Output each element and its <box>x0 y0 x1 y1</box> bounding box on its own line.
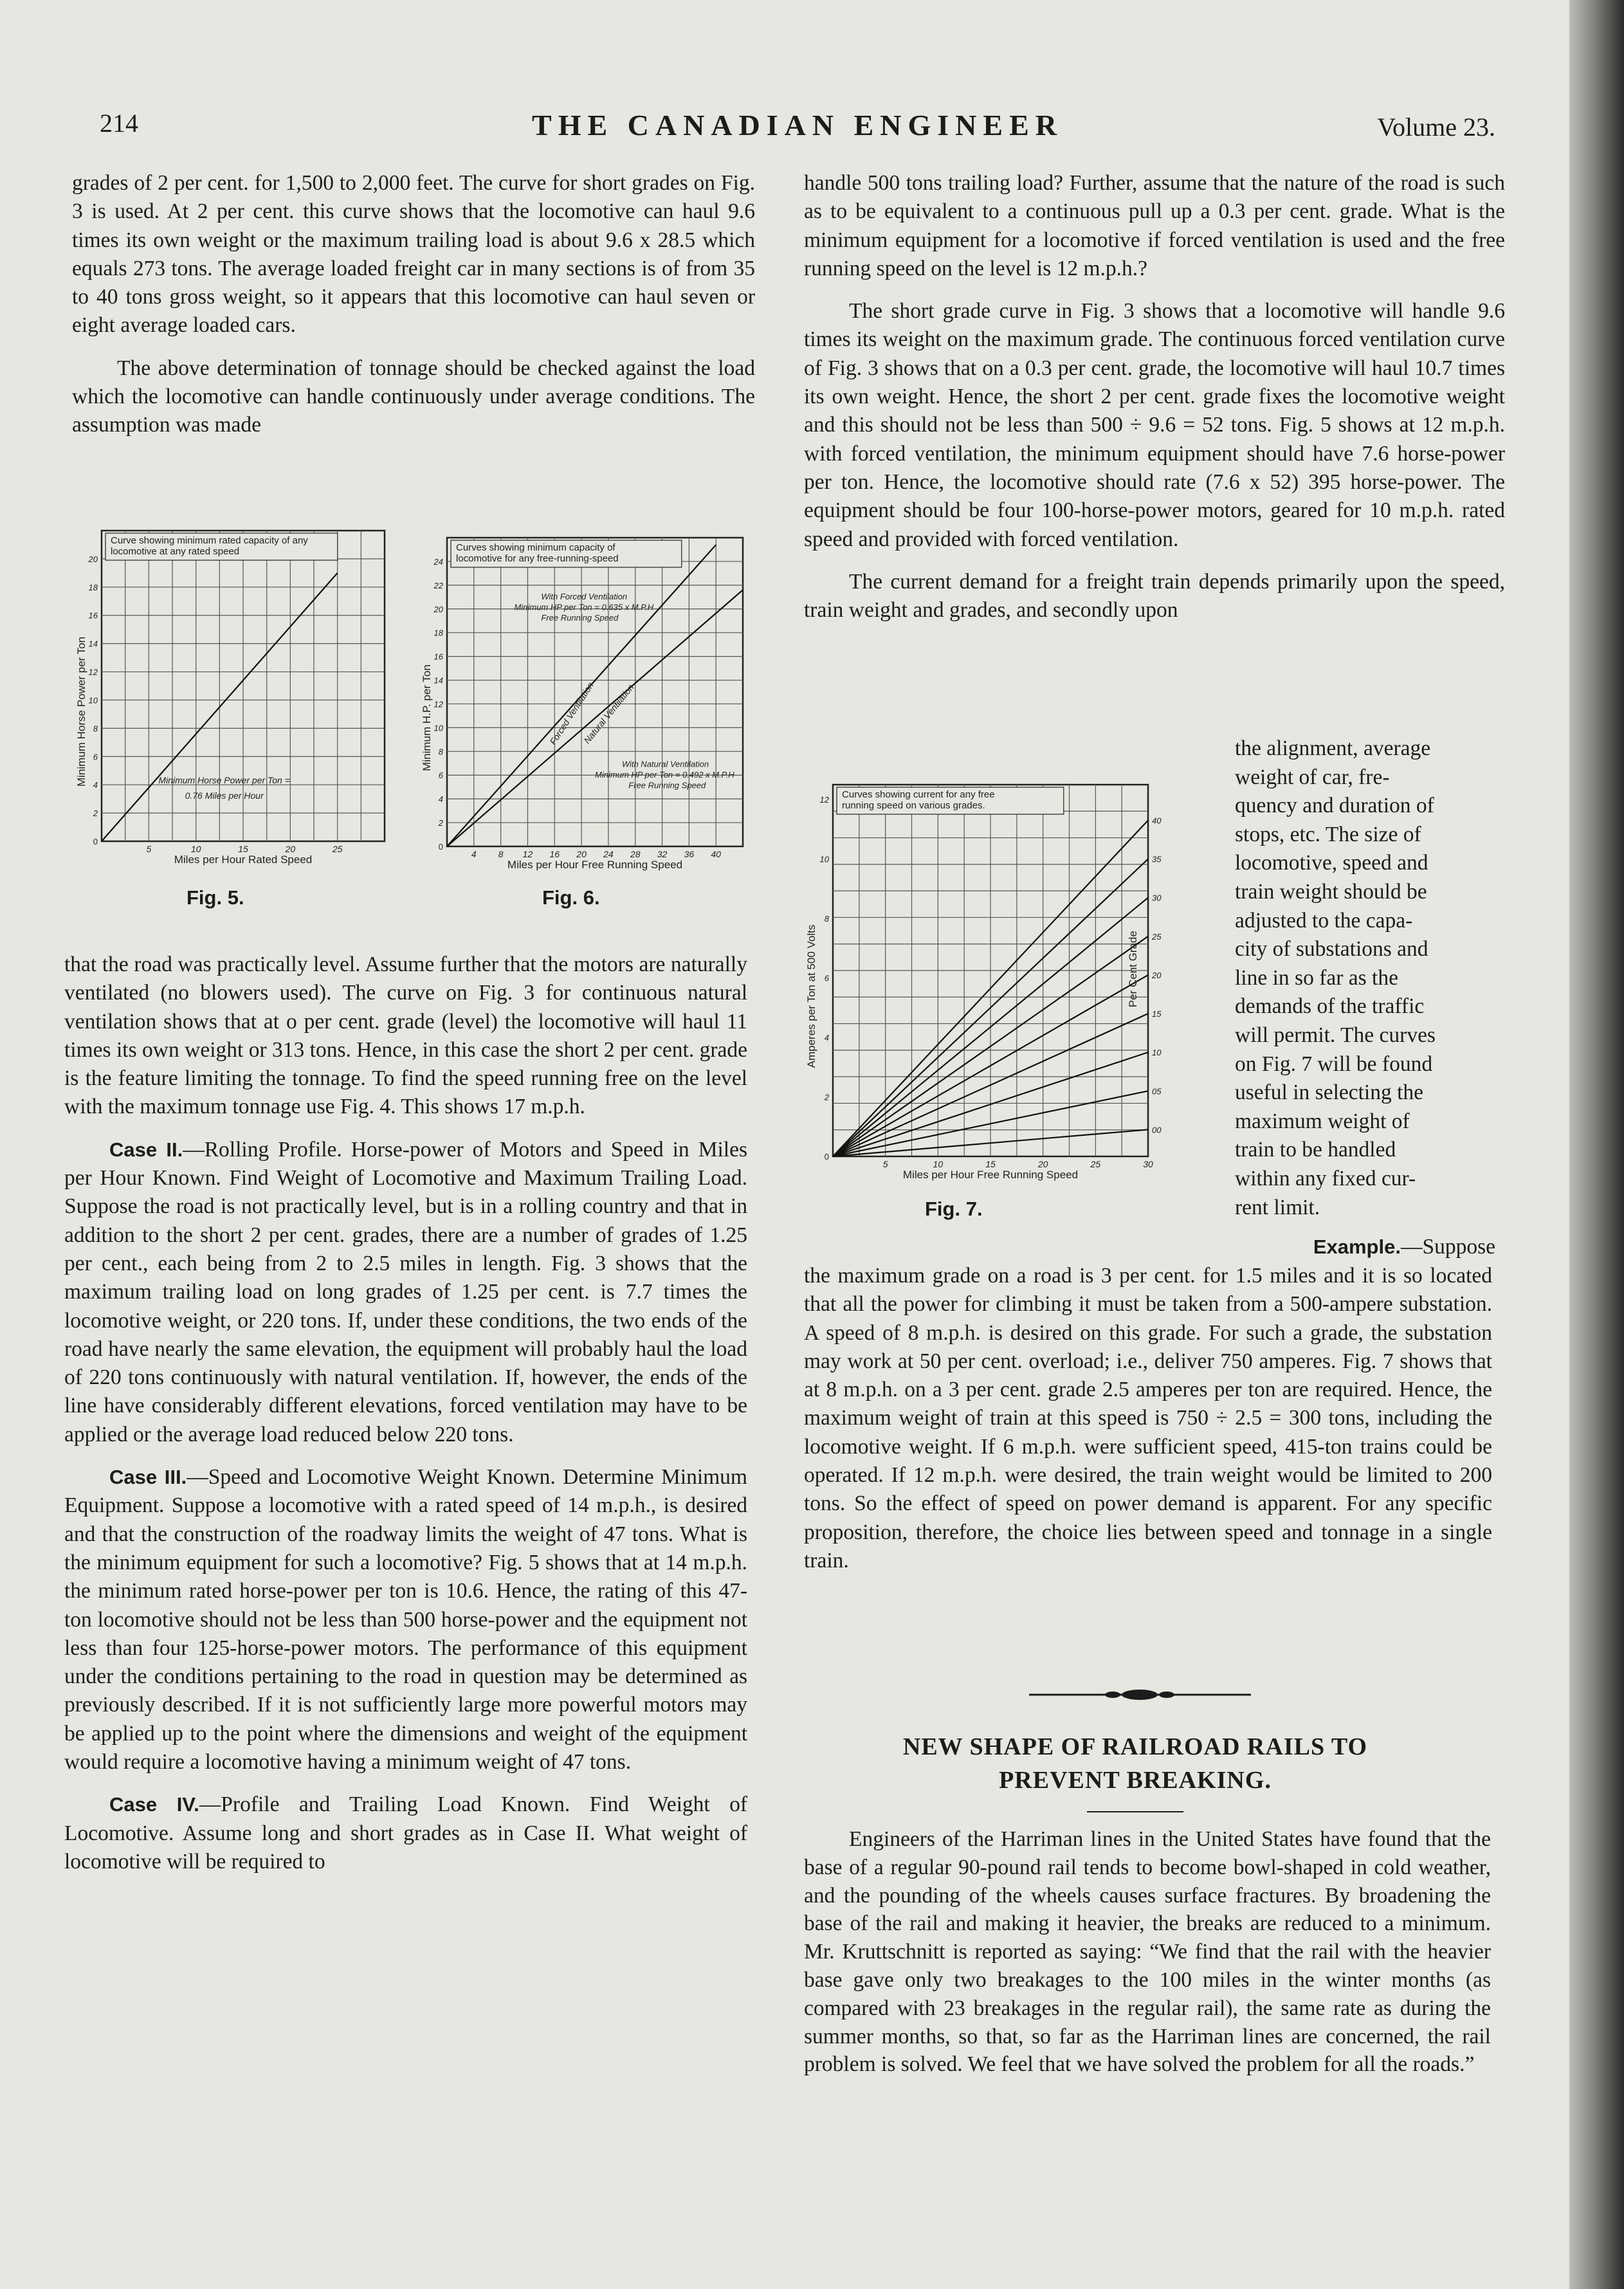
y-tick-label: 8 <box>93 724 98 734</box>
y2-tick-label: 20 <box>1152 970 1162 980</box>
y-tick-label: 10 <box>88 695 98 706</box>
y2-tick-label: 10 <box>1152 1048 1162 1058</box>
x-tick-label: 36 <box>684 849 695 859</box>
chart-annotation: With Forced Ventilation <box>541 592 628 601</box>
x-tick-label: 24 <box>603 849 614 859</box>
y-axis-label: Minimum Horse Power per Ton <box>75 636 87 787</box>
paragraph <box>64 1791 747 1876</box>
text-line: stops, etc. The size of <box>1235 822 1421 846</box>
text-line: useful in selecting the <box>1235 1081 1424 1105</box>
y-tick-label: 10 <box>819 854 829 864</box>
text-line: city of substations and <box>1235 937 1428 962</box>
chart-annotation: Free Running Speed <box>628 780 706 790</box>
article-title-line: NEW SHAPE OF RAILROAD RAILS TO <box>902 1733 1368 1760</box>
section-ornament <box>1029 1685 1251 1704</box>
case-text: —Speed and Locomotive Weight Known. Determine Minimum Equipment. Suppose a locomotive with a rated speed of 14 m.p.h., is desired and that the construction of the roadway limits the weight of 47 tons. What is the minimum equipment for such a locomotive? Fig. 5 shows that at 14 m.p.h. the minimum rated horse-power per ton is 10.6. Hence, the rating of this 47-ton locomotive should not be less than 500 horse-power and the equipment not less than four 125-horse-power motors. The performance of this equipment under the conditions pertaining to the road in question may be determined as previously described. If it is not sufficiently large more powerful motors may be applied up to the point where the dimensions and weight of the equipment would require a locomotive having a minimum weight of 47 tons. <box>64 1465 747 1774</box>
title-rule <box>1087 1811 1183 1812</box>
x-tick-label: 20 <box>1037 1159 1048 1169</box>
text-line: will permit. The curves <box>1235 1023 1436 1047</box>
page-header <box>100 108 1495 153</box>
y-tick-label: 0 <box>93 837 98 846</box>
chart-title: Curves showing current for any free <box>842 789 995 800</box>
wrapped-text <box>1235 734 1495 1222</box>
y-tick-label: 2 <box>438 818 443 828</box>
example-body <box>804 1262 1492 1575</box>
series-label: Natural Ventilation <box>581 682 636 746</box>
text-line: rent limit. <box>1235 1195 1320 1219</box>
y-tick-label: 4 <box>93 780 98 790</box>
series-label: Forced Ventilation <box>547 680 596 747</box>
y-tick-label: 16 <box>433 652 443 662</box>
chart-title: Curves showing minimum capacity of <box>456 542 616 553</box>
x-tick-label: 15 <box>238 844 248 854</box>
volume-label: Volume 23. <box>1377 113 1495 141</box>
y-tick-label: 6 <box>93 752 98 762</box>
chart-title: Curve showing minimum rated capacity of any <box>111 535 308 546</box>
text-line: train to be handled <box>1235 1138 1396 1162</box>
x-tick-label: 15 <box>985 1159 996 1169</box>
x-tick-label: 30 <box>1143 1159 1153 1169</box>
paragraph: The current demand for a freight train depends primarily upon the speed, train weight and grades, and secondly upon <box>804 569 1505 623</box>
left-column-bottom <box>64 951 747 1876</box>
x-tick-label: 28 <box>630 849 641 859</box>
y-tick-label: 6 <box>824 973 829 983</box>
text-line: demands of the traffic <box>1235 994 1425 1019</box>
y-tick-label: 14 <box>88 639 98 649</box>
x-tick-label: 5 <box>882 1159 888 1169</box>
text-line: the alignment, average <box>1235 736 1431 760</box>
y-tick-label: 2 <box>93 808 98 819</box>
text-line: maximum weight of <box>1235 1109 1410 1133</box>
y-tick-label: 24 <box>433 556 443 567</box>
left-column-top <box>72 169 755 440</box>
figure-6-caption: Fig. 6. <box>542 886 600 909</box>
figure-5-caption: Fig. 5. <box>187 886 244 909</box>
x-tick-label: 4 <box>471 849 477 859</box>
y2-tick-label: 05 <box>1152 1086 1162 1097</box>
chart-title: locomotive for any free-running-speed <box>456 553 619 564</box>
y-tick-label: 8 <box>438 747 443 757</box>
text-line: train weight should be <box>1235 879 1427 904</box>
y-tick-label: 20 <box>88 554 98 564</box>
case-text: —Profile and Trailing Load Known. Find Weight of Locomotive. Assume long and short grades as in Case II. What weight of locomotive will be required to <box>64 1792 747 1874</box>
text-line: line in so far as the <box>1235 965 1398 990</box>
x-tick-label: 16 <box>549 849 560 859</box>
x-tick-label: 20 <box>576 849 587 859</box>
y2-tick-label: 40 <box>1152 816 1162 826</box>
y-tick-label: 12 <box>88 667 98 677</box>
figure-6 <box>421 533 746 877</box>
chart-annotation: Free Running Speed <box>541 613 619 623</box>
y-tick-label: 22 <box>433 580 443 590</box>
x-tick-label: 32 <box>657 849 668 859</box>
y2-tick-label: 35 <box>1152 854 1162 864</box>
text-line: locomotive, speed and <box>1235 851 1428 875</box>
y2-tick-label: 15 <box>1152 1009 1162 1019</box>
paragraph: that the road was practically level. Assume further that the motors are naturally ventilated (no blowers used). The curve on Fig. 3 for continuous natural ventilation shows that at o per cent. grade (level) the locomotive will haul 11 times its own weight or 313 tons. Hence, in this case the short 2 per cent. grade is the feature limiting the tonnage. To find the speed running free on the level with the maximum tonnage use Fig. 4. This shows 17 m.p.h. <box>64 953 747 1119</box>
page-edge <box>1569 0 1624 2289</box>
paragraph <box>64 1136 747 1449</box>
y2-tick-label: 00 <box>1152 1125 1162 1135</box>
y-tick-label: 2 <box>824 1092 829 1102</box>
case-label: Case III. <box>109 1466 187 1489</box>
figure-7 <box>807 778 1212 1190</box>
y-tick-label: 10 <box>433 723 443 733</box>
x-axis-label: Miles per Hour Free Running Speed <box>507 859 683 871</box>
y-tick-label: 0 <box>824 1152 829 1162</box>
paragraph: grades of 2 per cent. for 1,500 to 2,000 feet. The curve for short grades on Fig. 3 is used. At 2 per cent. this curve shows that the locomotive can haul 9.6 times its own weight or the maximum trailing load is about 9.6 x 28.5 which equals 273 tons. The average loaded freight car in many sections is of from 35 to 40 tons gross weight, so it appears that this locomotive can haul seven or eight average loaded cars. <box>72 171 755 338</box>
y-tick-label: 4 <box>824 1033 829 1043</box>
y2-axis-label: Per Cent Grade <box>1127 931 1139 1008</box>
y-tick-label: 14 <box>433 675 443 686</box>
y-axis-label: Amperes per Ton at 500 Volts <box>805 924 817 1068</box>
y2-tick-label: 25 <box>1152 931 1162 942</box>
y-tick-label: 18 <box>433 628 443 638</box>
example-lead-text: —Suppose <box>1400 1235 1495 1259</box>
paragraph: The above determination of tonnage should be checked against the load which the locomotive can handle continuously under average conditions. The assumption was made <box>72 356 755 437</box>
text-line: within any fixed cur- <box>1235 1166 1416 1190</box>
x-tick-label: 20 <box>285 844 296 854</box>
paragraph <box>64 1463 747 1776</box>
chart-annotation: Minimum HP per Ton = 0.635 x M.P.H <box>514 602 654 612</box>
y-tick-label: 12 <box>819 795 829 805</box>
x-tick-label: 25 <box>332 844 343 854</box>
case-text: —Rolling Profile. Horse-power of Motors and Speed in Miles per Hour Known. Find Weight of Locomotive and Maximum Trailing Load. Suppose the road is not practically level, but is in a rolling country and that in addition to the short 2 per cent. grades, there are a number of grades of 1.25 per cent., each being from 2 to 2.5 miles in length. Fig. 3 shows that the maximum trailing load on long grades of 1.25 per cent. is 7.7 times the locomotive weight, or 220 tons. If, under these conditions, the two ends of the road have nearly the same elevation, the equipment will probably haul the load of 220 tons continuously with natural ventilation. If, however, the ends of the line have considerably different elevations, forced ventilation may have to be applied or the average load reduced below 220 tons. <box>64 1137 747 1446</box>
example-lead <box>1277 1233 1495 1261</box>
article-body <box>804 1825 1491 2079</box>
chart-title: locomotive at any rated speed <box>111 546 240 557</box>
example-label: Example. <box>1313 1236 1401 1258</box>
paragraph: The short grade curve in Fig. 3 shows that a locomotive will handle 9.6 times its weight on the maximum grade. The continuous forced ventilation curve of Fig. 3 shows that on a 0.3 per cent. grade, the locomotive will haul 10.7 times its own weight. Hence, the short 2 per cent. grade fixes the locomotive weight and this should not be less than 500 ÷ 9.6 = 52 tons. Fig. 5 shows at 12 m.p.h. with forced ventilation, the minimum equipment should have 7.6 horse-power per ton. Hence, the locomotive should rate (7.6 x 52) 395 horse-power. The equipment should be four 100-horse-power motors, geared for 10 m.p.h. rated speed and provided with forced ventilation. <box>804 299 1505 551</box>
chart-annotation: Minimum Horse Power per Ton = <box>158 774 290 785</box>
x-axis-label: Miles per Hour Free Running Speed <box>902 1169 1079 1181</box>
x-tick-label: 10 <box>190 844 201 854</box>
y-tick-label: 8 <box>824 914 829 924</box>
case-label: Case IV. <box>109 1793 199 1816</box>
text-line: weight of car, fre- <box>1235 765 1390 789</box>
chart-title: running speed on various grades. <box>842 800 985 811</box>
paragraph: Engineers of the Harriman lines in the United States have found that the base of a regular 90-pound rail tends to become bowl-shaped in cold weather, and the pounding of the wheels causes surface fractures. By broadening the base of the rail and making it heavier, the breaks are reduced to a minimum. Mr. Kruttschnitt is reported as saying: “We find that the rail with the heavier base gave only two breakages to the 100 miles in the winter months (as compared with 23 breakages in the regular rail), the same rate as during the summer months, so that, so far as the Harriman lines are concerned, the rail problem is solved. We feel that we have solved the problem for all the roads.” <box>804 1827 1491 2077</box>
article-title-line: PREVENT BREAKING. <box>999 1767 1272 1794</box>
x-axis-label: Miles per Hour Rated Speed <box>174 853 313 866</box>
x-tick-label: 25 <box>1090 1159 1101 1169</box>
case-label: Case II. <box>109 1138 183 1161</box>
y-tick-label: 6 <box>438 771 443 781</box>
page-number: 214 <box>100 109 138 138</box>
chart-annotation: Minimum HP per Ton = 0.492 x M.P.H <box>595 769 734 780</box>
figure-7-caption: Fig. 7. <box>925 1198 983 1220</box>
y2-tick-label: 30 <box>1152 893 1162 903</box>
chart-annotation: 0.76 Miles per Hour <box>185 790 264 801</box>
text-line: on Fig. 7 will be found <box>1235 1052 1433 1076</box>
y-tick-label: 16 <box>88 610 98 621</box>
text-line: quency and duration of <box>1235 794 1434 818</box>
x-tick-label: 8 <box>498 849 504 859</box>
y-tick-label: 0 <box>438 842 443 852</box>
x-tick-label: 40 <box>711 849 721 859</box>
x-tick-label: 10 <box>933 1159 944 1169</box>
y-axis-label: Minimum H.P. per Ton <box>421 664 433 771</box>
y-tick-label: 12 <box>433 699 443 709</box>
y-tick-label: 18 <box>88 582 98 592</box>
y-tick-label: 20 <box>433 604 443 614</box>
chart-annotation: With Natural Ventilation <box>621 759 709 769</box>
masthead: THE CANADIAN ENGINEER <box>532 109 1063 141</box>
paragraph: the maximum grade on a road is 3 per cent. for 1.5 miles and it is so located that all the power for climbing it must be taken from a 500-ampere substation. A speed of 8 m.p.h. is desired on this grade. For such a grade, the substation may work at 50 per cent. overload; i.e., deliver 750 amperes. Fig. 7 shows that at 8 m.p.h. on a 3 per cent. grade 2.5 amperes per ton are required. Hence, the maximum weight of train at this speed is 750 ÷ 2.5 = 300 tons, including the locomotive weight. If 6 m.p.h. were sufficient speed, 415-ton trains could be operated. If 12 m.p.h. were desired, the train weight would be limited to 200 tons. So the effect of speed on power demand is apparent. For any specific proposition, therefore, the choice lies between speed and tonnage in a single train. <box>804 1264 1492 1573</box>
text-line: adjusted to the capa- <box>1235 908 1413 933</box>
x-tick-label: 5 <box>146 844 152 854</box>
x-tick-label: 12 <box>522 849 533 859</box>
y-tick-label: 4 <box>438 794 443 805</box>
figure-5 <box>76 524 388 875</box>
paragraph: handle 500 tons trailing load? Further, assume that the nature of the road is such as to be equivalent to a continuous pull up a 0.3 per cent. grade. What is the minimum equipment for a locomotive if forced ventilation is used and the free running speed on the level is 12 m.p.h.? <box>804 171 1505 280</box>
plot-frame <box>447 538 743 846</box>
article-title <box>798 1730 1473 1797</box>
right-column-top <box>804 169 1505 625</box>
series-line <box>447 590 743 846</box>
